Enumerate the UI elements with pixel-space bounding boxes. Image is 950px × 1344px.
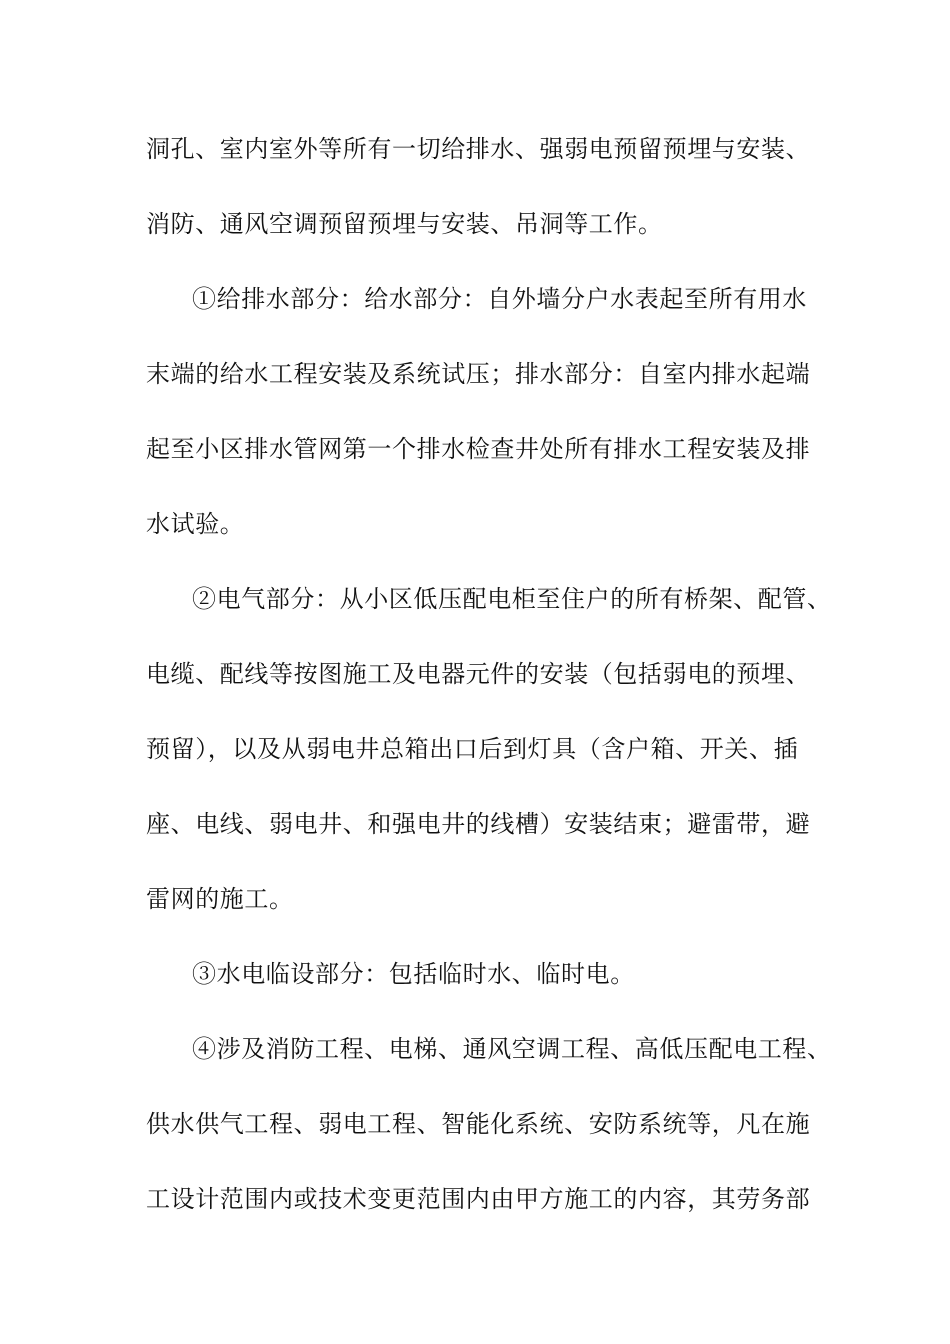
paragraph-start-line: ①给排水部分：给水部分：自外墙分户水表起至所有用水	[192, 285, 807, 313]
text-line: 消防、通风空调预留预埋与安装、吊洞等工作。	[146, 210, 663, 238]
text-line: 工设计范围内或技术变更范围内由甲方施工的内容，其劳务部	[146, 1185, 811, 1213]
text-line: 水试验。	[146, 510, 245, 538]
text-line: 预留），以及从弱电井总箱出口后到灯具（含户箱、开关、插	[146, 735, 799, 763]
text-line: 座、电线、弱电井、和强电井的线槽）安装结束；避雷带，避	[146, 810, 811, 838]
text-line: 末端的给水工程安装及系统试压；排水部分：自室内排水起端	[146, 360, 811, 388]
paragraph-start-line: ③水电临设部分：包括临时水、临时电。	[192, 960, 635, 988]
text-line: 供水供气工程、弱电工程、智能化系统、安防系统等，凡在施	[146, 1110, 811, 1138]
text-line: 洞孔、室内室外等所有一切给排水、强弱电预留预埋与安装、	[146, 135, 811, 163]
text-line: 雷网的施工。	[146, 885, 294, 913]
paragraph-start-line: ④涉及消防工程、电梯、通风空调工程、高低压配电工程、	[192, 1035, 832, 1063]
text-line: 起至小区排水管网第一个排水检查井处所有排水工程安装及排	[146, 435, 811, 463]
paragraph-start-line: ②电气部分：从小区低压配电柜至住户的所有桥架、配管、	[192, 585, 832, 613]
text-line: 电缆、配线等按图施工及电器元件的安装（包括弱电的预埋、	[146, 660, 811, 688]
